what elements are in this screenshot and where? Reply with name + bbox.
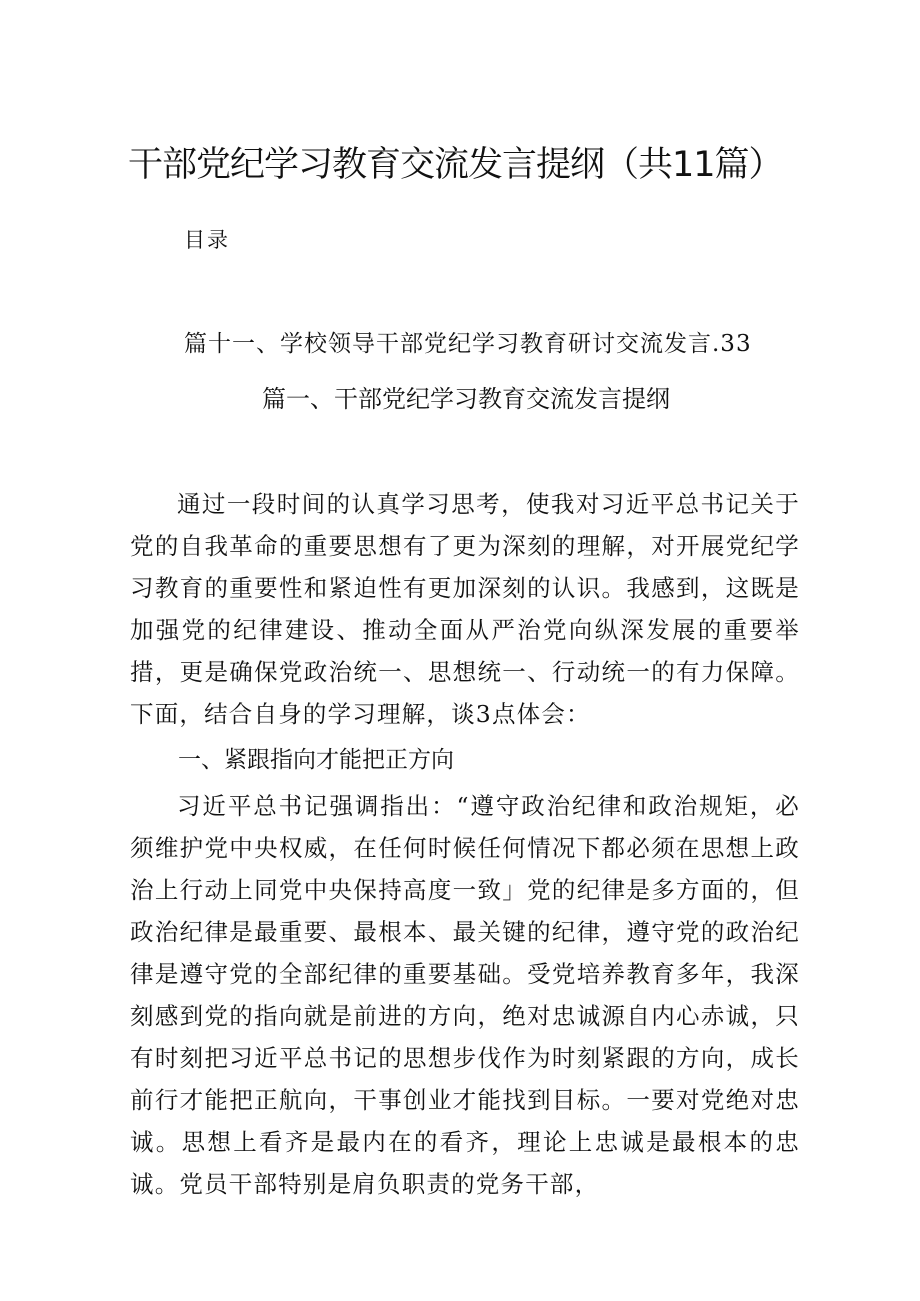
intro-paragraph: 通过一段时间的认真学习思考，使我对习近平总书记关于党的自我革命的重要思想有了更为深刻的理解，对开展党纪学习教育的重要性和紧迫性有更加深刻的认识。我感到，这既是加强党的纪律建设、推动全面从严治党向纵深发展的重要举措，更是确保党政治统一、思想统一、行动统一的有力保障。下面，结合自身的学习理解，谈3点体会： (130, 490, 800, 728)
toc-entry[interactable]: 篇十一、学校领导干部党纪学习教育研讨交流发言.33 (184, 331, 752, 357)
sub-heading: 一、紧跟指向才能把正方向 (178, 747, 454, 773)
section-title: 篇一、干部党纪学习教育交流发言提纲 (262, 385, 670, 413)
toc-label: 目录 (184, 228, 230, 252)
document-title: 干部党纪学习教育交流发言提纲（共11篇） (128, 145, 783, 185)
body-paragraph: 习近平总书记强调指出：“遵守政治纪律和政治规矩，必须维护党中央权威，在任何时候任何情况下都必须在思想上政治上行动上同党中央保持高度一致」党的纪律是多方面的，但政治纪律是最重要、最根本、最关键的纪律，遵守党的政治纪律是遵守党的全部纪律的重要基础。受党培养教育多年，我深刻感到党的指向就是前进的方向，绝对忠诚源自内心赤诚，只有时刻把习近平总书记的思想步伐作为时刻紧跟的方向，成长前行才能把正航向，干事创业才能找到目标。一要对党绝对忠诚。思想上看齐是最内在的看齐，理论上忠诚是最根本的忠诚。党员干部特别是肩负职责的党务干部， (130, 792, 800, 1198)
